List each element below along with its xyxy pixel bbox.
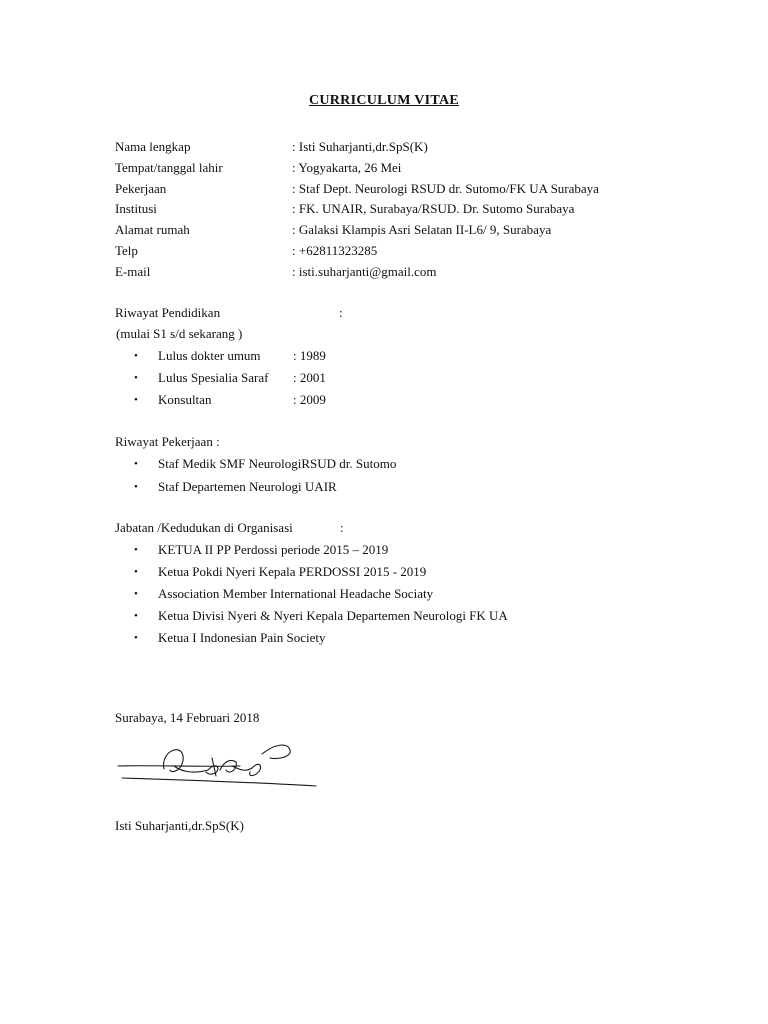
bullet-icon: • bbox=[134, 566, 138, 578]
education-heading: Riwayat Pendidikan bbox=[115, 305, 221, 320]
education-label: Lulus dokter umum bbox=[158, 348, 261, 363]
info-value: : FK. UNAIR, Surabaya/RSUD. Dr. Sutomo Surabaya bbox=[292, 201, 575, 217]
bullet-icon: • bbox=[134, 350, 138, 362]
bullet-icon: • bbox=[134, 544, 138, 556]
organization-item: KETUA II PP Perdossi periode 2015 – 2019 bbox=[158, 542, 389, 557]
education-year: : 2009 bbox=[293, 392, 326, 407]
info-label: Alamat rumah bbox=[115, 222, 190, 238]
bullet-icon: • bbox=[134, 610, 138, 622]
education-year: : 2001 bbox=[293, 370, 326, 385]
info-label: E-mail bbox=[115, 263, 151, 279]
organization-colon: : bbox=[340, 520, 344, 535]
document-title: CURRICULUM VITAE bbox=[308, 93, 460, 108]
info-value: : Yogyakarta, 26 Mei bbox=[292, 159, 402, 175]
work-item: Staf Departemen Neurologi UAIR bbox=[158, 479, 337, 494]
organization-item: Ketua Pokdi Nyeri Kepala PERDOSSI 2015 - 2019 bbox=[158, 564, 427, 579]
info-value: : Staf Dept. Neurologi RSUD dr. Sutomo/FK UA Surabaya bbox=[292, 180, 599, 196]
bullet-icon: • bbox=[134, 458, 138, 470]
signature-image bbox=[112, 736, 322, 796]
info-value: : isti.suharjanti@gmail.com bbox=[292, 263, 437, 279]
organization-heading: Jabatan /Kedudukan di Organisasi bbox=[115, 520, 293, 535]
info-value: : Galaksi Klampis Asri Selatan II-L6/ 9, Surabaya bbox=[292, 222, 552, 238]
info-value: : Isti Suharjanti,dr.SpS(K) bbox=[292, 139, 428, 154]
bullet-icon: • bbox=[134, 481, 138, 493]
info-label: Institusi bbox=[115, 201, 157, 217]
info-label: Tempat/tanggal lahir bbox=[115, 159, 223, 175]
bullet-icon: • bbox=[134, 632, 138, 644]
bullet-icon: • bbox=[134, 588, 138, 600]
education-label: Konsultan bbox=[158, 392, 212, 407]
info-label: Pekerjaan bbox=[115, 180, 167, 196]
organization-item: Association Member International Headache Sociaty bbox=[158, 586, 434, 601]
bullet-icon: • bbox=[134, 394, 138, 406]
organization-item: Ketua Divisi Nyeri & Nyeri Kepala Departemen Neurologi FK UA bbox=[158, 608, 508, 623]
education-colon: : bbox=[339, 305, 343, 320]
info-label: Nama lengkap bbox=[115, 139, 191, 154]
bullet-icon: • bbox=[134, 372, 138, 384]
organization-item: Ketua I Indonesian Pain Society bbox=[158, 630, 326, 645]
place-date: Surabaya, 14 Februari 2018 bbox=[115, 710, 260, 725]
education-year: : 1989 bbox=[293, 348, 326, 363]
education-label: Lulus Spesialia Saraf bbox=[158, 370, 269, 385]
info-label: Telp bbox=[115, 242, 138, 258]
work-heading: Riwayat Pekerjaan : bbox=[115, 434, 220, 449]
work-item: Staf Medik SMF NeurologiRSUD dr. Sutomo bbox=[158, 456, 397, 471]
info-value: : +62811323285 bbox=[292, 242, 378, 258]
education-note: (mulai S1 s/d sekarang ) bbox=[116, 326, 243, 341]
signatory-name: Isti Suharjanti,dr.SpS(K) bbox=[115, 818, 244, 833]
